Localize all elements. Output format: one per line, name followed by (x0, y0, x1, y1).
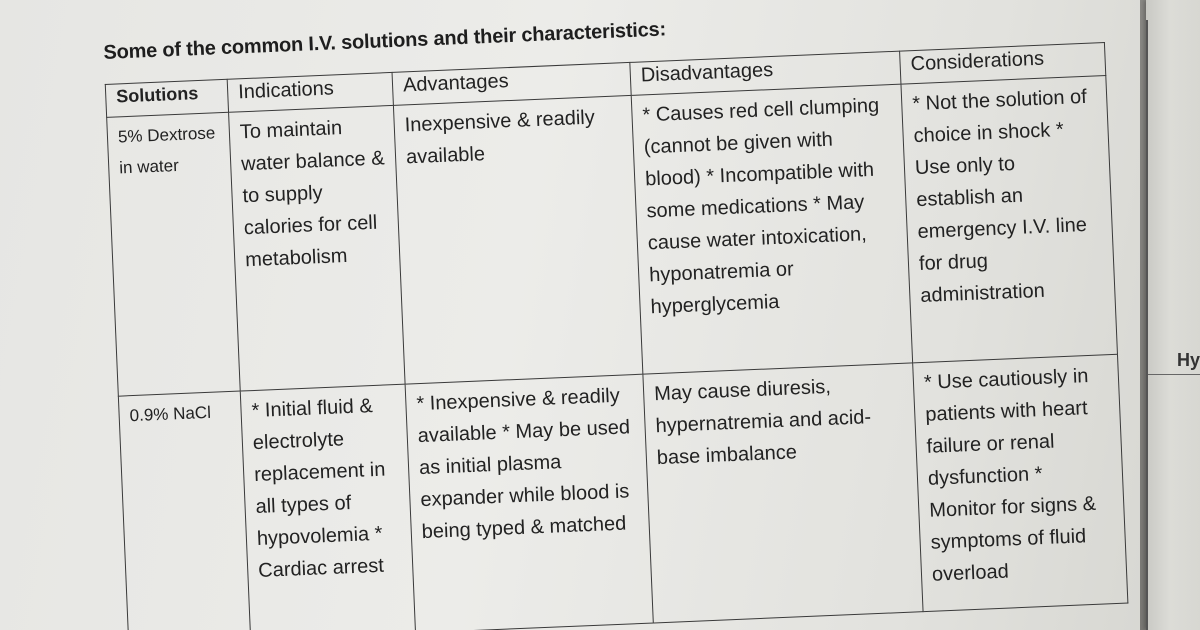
header-solutions: Solutions (105, 79, 228, 117)
disadvantages-cell: * Causes red cell clumping (cannot be given with blood) * Incompatible with some medications * May cause water intoxication, hyponatremia or hyperglycemia (631, 84, 912, 374)
adjacent-page-rule (1148, 374, 1200, 375)
advantages-cell: Inexpensive & readily available (393, 95, 642, 384)
iv-solutions-table (105, 42, 1129, 630)
advantages-cell: * Inexpensive & readily available * May be used as initial plasma expander while blood is being typed & matched (405, 374, 653, 630)
table-row (118, 354, 1128, 630)
solution-name: 0.9% NaCl (118, 391, 250, 630)
header-considerations: Considerations (900, 43, 1106, 85)
solution-name: 5% Dextrose in water (107, 112, 241, 396)
adjacent-page-heading-fragment: Hy (1177, 350, 1200, 370)
table-row (107, 76, 1118, 397)
page-edge-divider (1146, 20, 1148, 630)
indications-cell: * Initial fluid & electrolyte replacement in all types of hypovolemia * Cardiac arrest (240, 384, 415, 630)
header-disadvantages: Disadvantages (630, 51, 901, 95)
page-title: Some of the common I.V. solutions and their characteristics: (103, 18, 667, 64)
considerations-cell: * Use cautiously in patients with heart failure or renal dysfunction * Monitor for signs & symptoms of fluid overload (913, 354, 1128, 611)
disadvantages-cell: May cause diuresis, hypernatremia and acid-base imbalance (643, 363, 923, 623)
indications-cell: To maintain water balance & to supply calories for cell metabolism (229, 105, 406, 391)
header-advantages: Advantages (392, 62, 631, 105)
printed-content (103, 0, 1127, 630)
considerations-cell: * Not the solution of choice in shock * Use only to establish an emergency I.V. line for drug administration (901, 76, 1118, 363)
header-indications: Indications (227, 72, 393, 112)
adjacent-page (1146, 0, 1200, 630)
